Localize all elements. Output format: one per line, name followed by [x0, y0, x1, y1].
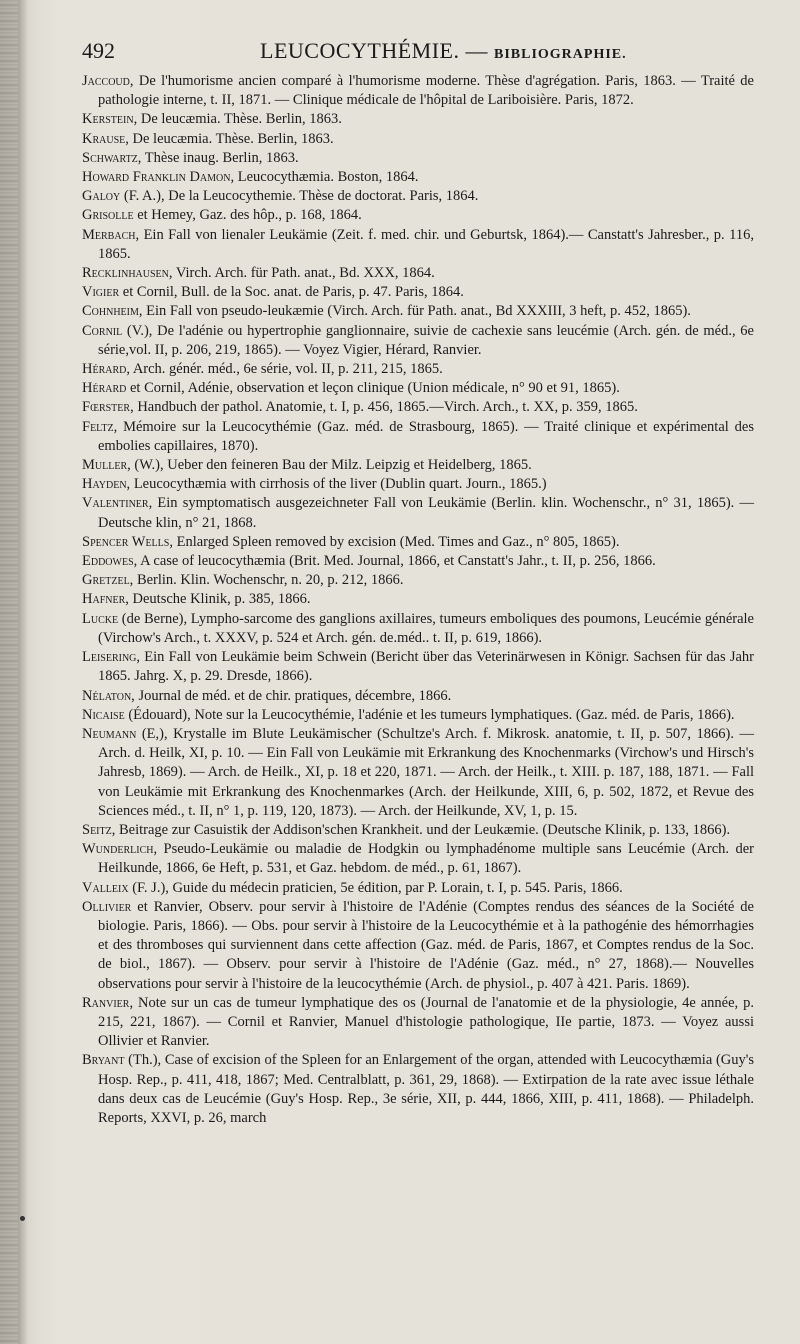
entry-author: Hérard, — [82, 361, 130, 378]
entry-text: (de Berne), Lympho-sarcome des ganglions axillaires, tumeurs emboliques des poumons, Leucémie générale (Virchow's Arch., t. XXXV, p. 524 et Arch. gén. de.méd.. t. II, p. 619, 1866). — [98, 610, 754, 646]
entry-author: Vigier — [82, 284, 120, 301]
bibliography-entry — [82, 360, 754, 379]
entry-text: et Hemey, Gaz. des hôp., p. 168, 1864. — [133, 207, 362, 224]
entry-author: Spencer Wells, — [82, 533, 173, 550]
entry-text: Leucocythæmia. Boston, 1864. — [234, 169, 419, 186]
entry-author: Muller, — [82, 457, 131, 474]
bibliography-entry — [82, 475, 754, 494]
entry-author: Kerstein, — [82, 111, 138, 128]
entry-author: Nélaton, — [82, 687, 135, 704]
bibliography-entry — [82, 648, 754, 686]
entry-text: De leucæmia. Thèse. Berlin, 1863. — [128, 130, 334, 147]
entry-author: Bryant — [82, 1052, 125, 1069]
bibliography-entry — [82, 72, 754, 110]
bibliography-entry — [82, 110, 754, 129]
entry-text: et Cornil, Adénie, observation et leçon clinique (Union médicale, n° 90 et 91, 1865). — [126, 380, 620, 397]
entry-text: et Ranvier, Observ. pour servir à l'histoire de l'Adénie (Comptes rendus des séances de la Société de biologie. Paris, 1866). — Obs. pour servir à l'histoire de la Leucocythémie et à la pathogénie des hémorrhagies et des thromboses qui surviennent dans cette affection (Gaz. méd. de Paris, 1867, et Comptes rendus de la Soc. de biol., 1867). — Observ. pour servir à l'histoire de l'Adénie (Gaz. méd., n° 27, 1868).— Nouvelles observations pour servir à l'histoire de la leucocythémie (Arch. de physiol., p. 407 à 421. Paris. 1869). — [98, 898, 754, 992]
entry-text: (E,), Krystalle im Blute Leukämischer (Schultze's Arch. f. Mikrosk. anatomie, t. II, p. 507, 1866). — Arch. d. Heilk, XI, p. 10. — Ein Fall von Leukämie mit Erkrankung des Knochenmarks (Virchow's und Hirsch's Jahresb, 1869). — Arch. de Heilk., XI, p. 18 et 220, 1871. — Arch. der Heilk., t. XIII. p. 187, 188, 1871. — Fall von Leukämie mit Erkrankung des Knochenmarkes (Arch. der Heilkunde, XIII, 6, p. 502, 1872, et Revue des Sciences méd., t. II, n° 1, p. 119, 120, 1873). — Arch. der Heilkunde, XV, 1, p. 15. — [98, 725, 754, 819]
entry-text: (W.), Ueber den feineren Bau der Milz. Leipzig et Heidelberg, 1865. — [130, 457, 532, 474]
bibliography-entry — [82, 149, 754, 168]
entry-text: (Th.), Case of excision of the Spleen for an Enlargement of the organ, attended with Leucocythæmia (Guy's Hosp. Rep., p. 411, 418, 1867; Med. Centralblatt, p. 361, 29, 1868). — Extirpation de la rate avec issue léthale dans deux cas de Leucémie (Guy's Hosp. Rep., 3e série, XII, p. 444, 1866, XIII, p. 411, 1868). — Philadelph. Reports, XXVI, p. 26, march — [98, 1052, 754, 1126]
bibliography-entry — [82, 379, 754, 398]
entry-author: Valleix — [82, 879, 129, 896]
entry-author: Valentiner, — [82, 495, 153, 512]
bibliography-entry — [82, 264, 754, 283]
bibliography-entry — [82, 821, 754, 840]
bibliography-entry — [82, 898, 754, 994]
entry-text: Ein Fall von pseudo-leukæmie (Virch. Arch. für Path. anat., Bd XXXIII, 3 heft, p. 452, 1865). — [142, 303, 691, 320]
bibliography-entry — [82, 322, 754, 360]
bibliography-entry — [82, 494, 754, 532]
entry-author: Seitz, — [82, 821, 116, 838]
entry-text: Virch. Arch. für Path. anat., Bd. XXX, 1864. — [172, 265, 435, 282]
entry-author: Leisering, — [82, 649, 141, 666]
page-header — [82, 36, 754, 68]
entry-text: Thèse inaug. Berlin, 1863. — [141, 149, 299, 166]
bibliography-list — [82, 72, 754, 1128]
page-content — [82, 36, 754, 1128]
entry-author: Grisolle — [82, 207, 134, 224]
entry-text: (F. A.), De la Leucocythemie. Thèse de doctorat. Paris, 1864. — [120, 188, 479, 205]
entry-text: Note sur un cas de tumeur lymphatique des os (Journal de l'anatomie et de la physiologie, 4e année, p. 215, 221, 1867). — Cornil et Ranvier, Manuel d'histologie pathologique, IIe partie, 1873. — Voyez aussi Ollivier et Ranvier. — [98, 994, 754, 1050]
entry-text: (Édouard), Note sur la Leucocythémie, l'adénie et les tumeurs lymphatiques. (Gaz. méd. de Paris, 1866). — [124, 706, 735, 723]
entry-text: Mémoire sur la Leucocythémie (Gaz. méd. de Strasbourg, 1865). — Traité clinique et expérimental des embolies capillaires, 1870). — [98, 418, 754, 454]
running-title: LEUCOCYTHÉMIE. — [260, 38, 460, 63]
entry-text: A case of leucocythæmia (Brit. Med. Journal, 1866, et Canstatt's Jahr., t. II, p. 256, 1866. — [137, 553, 656, 570]
entry-text: Handbuch der pathol. Anatomie, t. I, p. 456, 1865.—Virch. Arch., t. XX, p. 359, 1865. — [133, 399, 638, 416]
entry-text: (V.), De l'adénie ou hypertrophie ganglionnaire, suivie de cachexie sans leucémie (Arch. gén. de méd., 6e série,vol. II, p. 206, 219, 1865). — Voyez Vigier, Hérard, Ranvier. — [98, 322, 754, 358]
running-head — [260, 38, 627, 64]
entry-text: Berlin. Klin. Wochenschr, n. 20, p. 212, 1866. — [133, 572, 404, 589]
entry-author: Gretzel, — [82, 572, 134, 589]
entry-author: Feltz, — [82, 418, 118, 435]
bibliography-entry — [82, 187, 754, 206]
entry-author: Ranvier, — [82, 994, 134, 1011]
entry-text: De l'humorisme ancien comparé à l'humorisme moderne. Thèse d'agrégation. Paris, 1863. — Traité de pathologie interne, t. II, 1871. — Clinique médicale de l'hôpital de Lariboisière. Paris, 1872. — [98, 73, 754, 109]
bibliography-entry — [82, 226, 754, 264]
entry-author: Merbach, — [82, 226, 140, 243]
entry-author: Hayden, — [82, 476, 131, 493]
entry-text: Deutsche Klinik, p. 385, 1866. — [128, 591, 311, 608]
running-dash: — — [459, 38, 494, 63]
bibliography-entry — [82, 456, 754, 475]
bibliography-entry — [82, 302, 754, 321]
entry-author: Wunderlich, — [82, 841, 158, 858]
bibliography-entry — [82, 725, 754, 821]
entry-author: Krause, — [82, 130, 129, 147]
bibliography-entry — [82, 571, 754, 590]
bibliography-entry — [82, 590, 754, 609]
entry-text: Ein Fall von Leukämie beim Schwein (Bericht über das Veterinärwesen in Königr. Sachsen für das Jahr 1865. Jahrg. X, p. 29. Dresde, 1866). — [98, 649, 754, 685]
entry-text: Ein symptomatisch ausgezeichneter Fall von Leukämie (Berlin. klin. Wochenschr., n° 31, 1865). — Deutsche klin, n° 21, 1868. — [98, 495, 754, 531]
bibliography-entry — [82, 706, 754, 725]
entry-author: Cornil — [82, 322, 123, 339]
bibliography-entry — [82, 130, 754, 149]
entry-author: Hafner, — [82, 591, 129, 608]
entry-author: Howard Franklin Damon, — [82, 169, 235, 186]
margin-mark — [20, 1216, 25, 1221]
entry-author: Neumann — [82, 725, 137, 742]
bibliography-entry — [82, 994, 754, 1052]
bibliography-entry — [82, 610, 754, 648]
entry-text: et Cornil, Bull. de la Soc. anat. de Paris, p. 47. Paris, 1864. — [119, 284, 464, 301]
entry-author: Ollivier — [82, 898, 132, 915]
running-section: BIBLIOGRAPHIE. — [493, 47, 627, 62]
entry-text: Pseudo-Leukämie ou maladie de Hodgkin ou lymphadénome multiple sans Leucémie (Arch. der Heilkunde, 1866, 6e Heft, p. 531, et Gaz. hebdom. de méd., p. 61, 1867). — [98, 841, 754, 877]
bibliography-entry — [82, 879, 754, 898]
bibliography-entry — [82, 283, 754, 302]
entry-text: Leucocythæmia with cirrhosis of the liver (Dublin quart. Journ., 1865.) — [130, 476, 547, 493]
entry-text: (F. J.), Guide du médecin praticien, 5e édition, par P. Lorain, t. I, p. 545. Paris, 1866. — [128, 879, 623, 896]
bibliography-entry — [82, 418, 754, 456]
entry-author: Schwartz, — [82, 149, 142, 166]
bibliography-entry — [82, 206, 754, 225]
bibliography-entry — [82, 398, 754, 417]
entry-author: Galoy — [82, 188, 121, 205]
entry-author: Cohnheim, — [82, 303, 143, 320]
gutter-shadow — [18, 0, 28, 1344]
bibliography-entry — [82, 840, 754, 878]
bibliography-entry — [82, 687, 754, 706]
entry-text: Arch. génér. méd., 6e série, vol. II, p. 211, 215, 1865. — [130, 361, 443, 378]
entry-author: Lucke — [82, 610, 119, 627]
book-gutter — [0, 0, 18, 1344]
entry-author: Fœrster, — [82, 399, 134, 416]
entry-author: Jaccoud, — [82, 73, 134, 89]
entry-text: Beitrage zur Casuistik der Addison'schen Krankheit. und der Leukæmie. (Deutsche Klinik, p. 133, 1866). — [115, 821, 731, 838]
bibliography-entry — [82, 168, 754, 187]
entry-author: Eddowes, — [82, 553, 138, 570]
entry-text: Journal de méd. et de chir. pratiques, décembre, 1866. — [134, 687, 452, 704]
entry-author: Recklinhausen, — [82, 265, 173, 282]
entry-author: Hérard — [82, 380, 127, 397]
entry-text: De leucæmia. Thèse. Berlin, 1863. — [137, 111, 342, 128]
entry-author: Nicaise — [82, 706, 125, 723]
entry-text: Ein Fall von lienaler Leukämie (Zeit. f. med. chir. und Geburtsk, 1864).— Canstatt's Jahresber., p. 116, 1865. — [98, 226, 754, 262]
entry-text: Enlarged Spleen removed by excision (Med. Times and Gaz., n° 805, 1865). — [172, 533, 620, 550]
bibliography-entry — [82, 552, 754, 571]
page-number: 492 — [82, 38, 115, 63]
bibliography-entry — [82, 1051, 754, 1128]
bibliography-entry — [82, 533, 754, 552]
